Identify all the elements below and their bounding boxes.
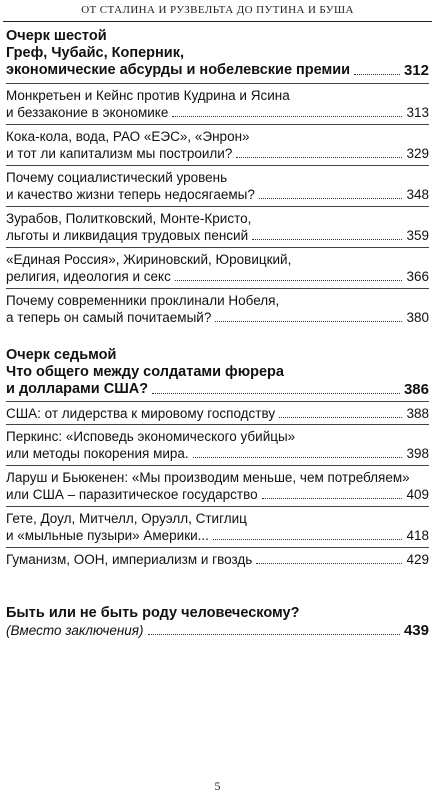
page-ref: 386 (403, 381, 429, 398)
entry-line-last: и качество жизни теперь недосягаемы? (6, 187, 255, 202)
leader-dots (172, 116, 402, 117)
entry-line: Зурабов, Политковский, Монте-Кристо, (6, 211, 252, 226)
entry-line-last: США: от лидерства к мировому господству (6, 406, 276, 421)
conclusion-title: Быть или не быть роду человеческому? (6, 605, 300, 621)
page-ref: 380 (406, 310, 429, 325)
header-rule (3, 21, 432, 22)
entry-line-last: религия, идеология и секс (6, 269, 171, 284)
page-ref: 398 (406, 446, 429, 461)
toc-entry (6, 169, 429, 203)
toc-entry (6, 551, 429, 568)
page-ref: 418 (406, 528, 429, 543)
leader-dots (259, 198, 403, 199)
entry-line: Ларуш и Бьюкенен: «Мы производим меньше, чем потребляем» (6, 470, 410, 485)
page-ref: 312 (403, 62, 429, 79)
page-ref: 439 (403, 622, 429, 639)
part7-title-line-1: Что общего между солдатами фюрера (6, 364, 284, 380)
part6-title-last: экономические абсурды и нобелевские премии (6, 62, 351, 78)
toc-entry (6, 292, 429, 326)
part7-label: Очерк седьмой (6, 347, 117, 363)
entry-line: Почему современники проклинали Нобеля, (6, 293, 280, 308)
page-ref: 409 (406, 487, 429, 502)
entry-line: Кока-кола, вода, РАО «ЕЭС», «Энрон» (6, 129, 250, 144)
entry-line-last: льготы и ликвидация трудовых пенсий (6, 228, 249, 243)
leader-dots (175, 280, 403, 281)
section-divider (6, 547, 429, 548)
section-divider (6, 401, 429, 402)
toc-entry (6, 428, 429, 462)
leader-dots (236, 157, 402, 158)
toc-entry (6, 251, 429, 285)
section-divider (6, 124, 429, 125)
leader-dots (354, 74, 400, 75)
entry-line-last: Гуманизм, ООН, империализм и гвоздь (6, 552, 253, 567)
leader-dots (148, 634, 400, 635)
section-divider (6, 465, 429, 466)
leader-dots (152, 393, 400, 394)
section-divider (6, 506, 429, 507)
section-divider (6, 288, 429, 289)
entry-line: Почему социалистический уровень (6, 170, 228, 185)
entry-line-last: и «мыльные пузыри» Америки... (6, 528, 209, 543)
section-divider (6, 83, 429, 84)
part7-title-last: и долларами США? (6, 381, 149, 397)
part6-title-line-1: Греф, Чубайс, Коперник, (6, 45, 184, 61)
leader-dots (193, 457, 403, 458)
section-divider (6, 247, 429, 248)
page-ref: 429 (406, 552, 429, 567)
entry-line: Монкретьен и Кейнс против Кудрина и Ясина (6, 88, 290, 103)
entry-line: «Единая Россия», Жириновский, Юровицкий, (6, 252, 292, 267)
entry-line: Гете, Доул, Митчелл, Оруэлл, Стиглиц (6, 511, 247, 526)
leader-dots (262, 498, 403, 499)
toc-entry (6, 510, 429, 544)
part6-title-entry (6, 62, 429, 79)
page-ref: 313 (406, 105, 429, 120)
entry-line-last: и беззаконие в экономике (6, 105, 169, 120)
leader-dots (256, 563, 402, 564)
part6-label: Очерк шестой (6, 28, 107, 44)
leader-dots (252, 239, 402, 240)
toc-entry (6, 128, 429, 162)
toc-entry (6, 469, 429, 503)
toc-entry (6, 405, 429, 422)
entry-line: Перкинс: «Исповедь экономического убийцы» (6, 429, 296, 444)
page-number: 5 (214, 779, 221, 793)
page-ref: 359 (406, 228, 429, 243)
page-ref: 366 (406, 269, 429, 284)
entry-line-last: или методы покорения мира. (6, 446, 189, 461)
leader-dots (279, 417, 402, 418)
section-divider (6, 424, 429, 425)
toc-entry (6, 210, 429, 244)
conclusion-subtitle: (Вместо заключения) (6, 623, 144, 638)
entry-line-last: а теперь он самый почитаемый? (6, 310, 212, 325)
running-head: ОТ СТАЛИНА И РУЗВЕЛЬТА ДО ПУТИНА И БУША (81, 4, 354, 16)
page-ref: 348 (406, 187, 429, 202)
toc-entry (6, 87, 429, 121)
section-divider (6, 165, 429, 166)
conclusion-entry (6, 622, 429, 639)
page-ref: 329 (406, 146, 429, 161)
entry-line-last: и тот ли капитализм мы построили? (6, 146, 233, 161)
part7-title-entry (6, 381, 429, 398)
entry-line-last: или США – паразитическое государство (6, 487, 258, 502)
section-divider (6, 206, 429, 207)
leader-dots (215, 321, 402, 322)
leader-dots (213, 539, 403, 540)
page-ref: 388 (406, 406, 429, 421)
